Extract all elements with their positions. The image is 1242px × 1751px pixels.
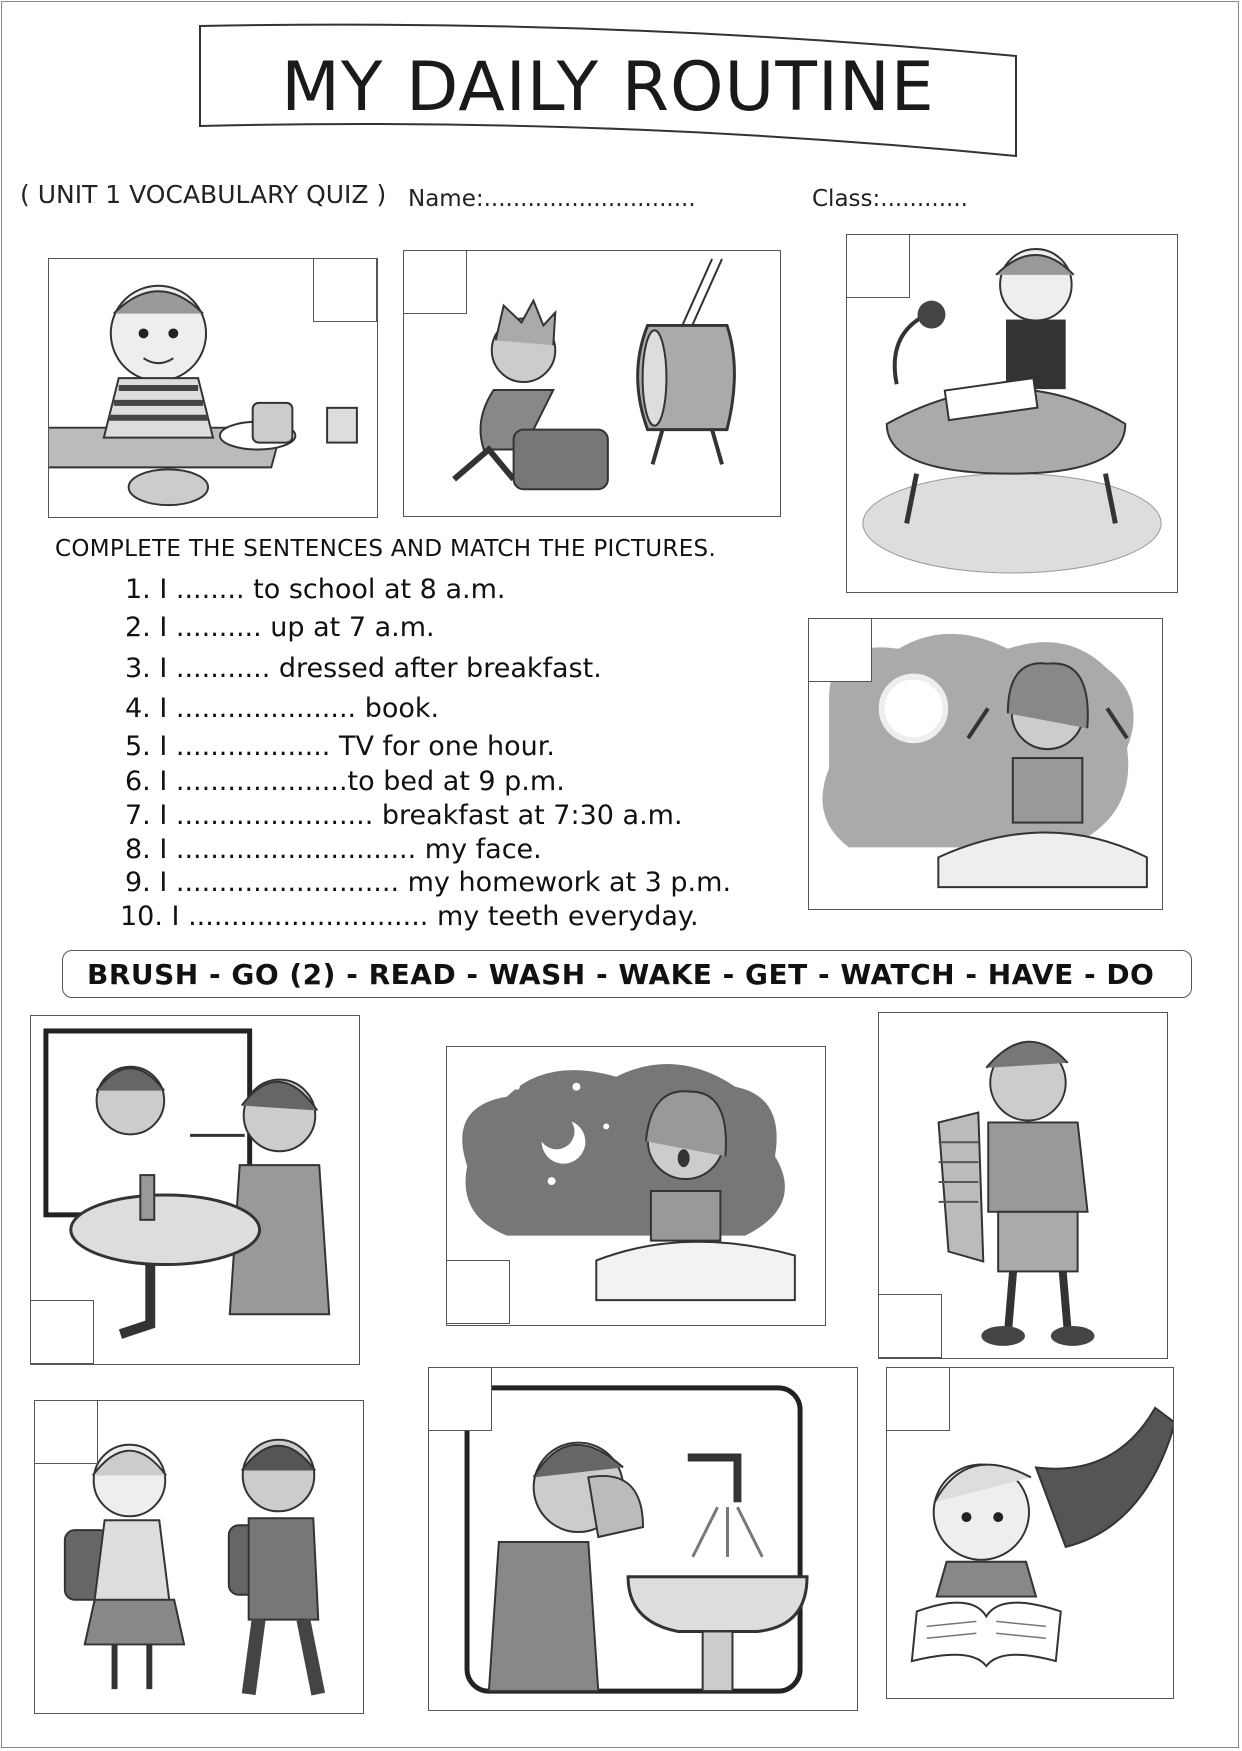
name-field[interactable]: Name:.............................	[408, 186, 696, 212]
sentence-1: 1. I ........ to school at 8 a.m.	[125, 574, 506, 605]
sentence-8: 8. I ............................ my face.	[125, 834, 542, 865]
answer-box[interactable]	[846, 234, 910, 298]
answer-box[interactable]	[30, 1300, 94, 1364]
sentence-7: 7. I ....................... breakfast at 7:30 a.m.	[125, 800, 683, 831]
sentence-10: 10. I ............................ my teeth everyday.	[120, 901, 699, 932]
sentence-3: 3. I ........... dressed after breakfast.	[125, 653, 602, 684]
sentence-9: 9. I .......................... my homework at 3 p.m.	[125, 867, 732, 898]
page-title: MY DAILY ROUTINE	[281, 48, 935, 127]
answer-box[interactable]	[428, 1367, 492, 1431]
answer-box[interactable]	[313, 258, 377, 322]
sentence-4: 4. I ..................... book.	[125, 693, 440, 724]
sentence-6: 6. I ....................to bed at 9 p.m.	[125, 766, 565, 797]
answer-box[interactable]	[446, 1260, 510, 1324]
answer-box[interactable]	[403, 250, 467, 314]
sentence-5: 5. I .................. TV for one hour.	[125, 731, 555, 762]
answer-box[interactable]	[34, 1400, 98, 1464]
answer-box[interactable]	[886, 1367, 950, 1431]
washing-face-picture	[428, 1367, 858, 1711]
quiz-label: ( UNIT 1 VOCABULARY QUIZ )	[20, 180, 387, 209]
answer-box[interactable]	[808, 618, 872, 682]
word-bank: BRUSH - GO (2) - READ - WASH - WAKE - GET - WATCH - HAVE - DO	[62, 950, 1192, 998]
sentence-2: 2. I .......... up at 7 a.m.	[125, 612, 435, 643]
instruction-text: COMPLETE THE SENTENCES AND MATCH THE PICTURES.	[55, 536, 717, 562]
answer-box[interactable]	[878, 1294, 942, 1358]
class-field[interactable]: Class:............	[812, 186, 968, 212]
boy-washing-face-illustration	[429, 1368, 857, 1710]
